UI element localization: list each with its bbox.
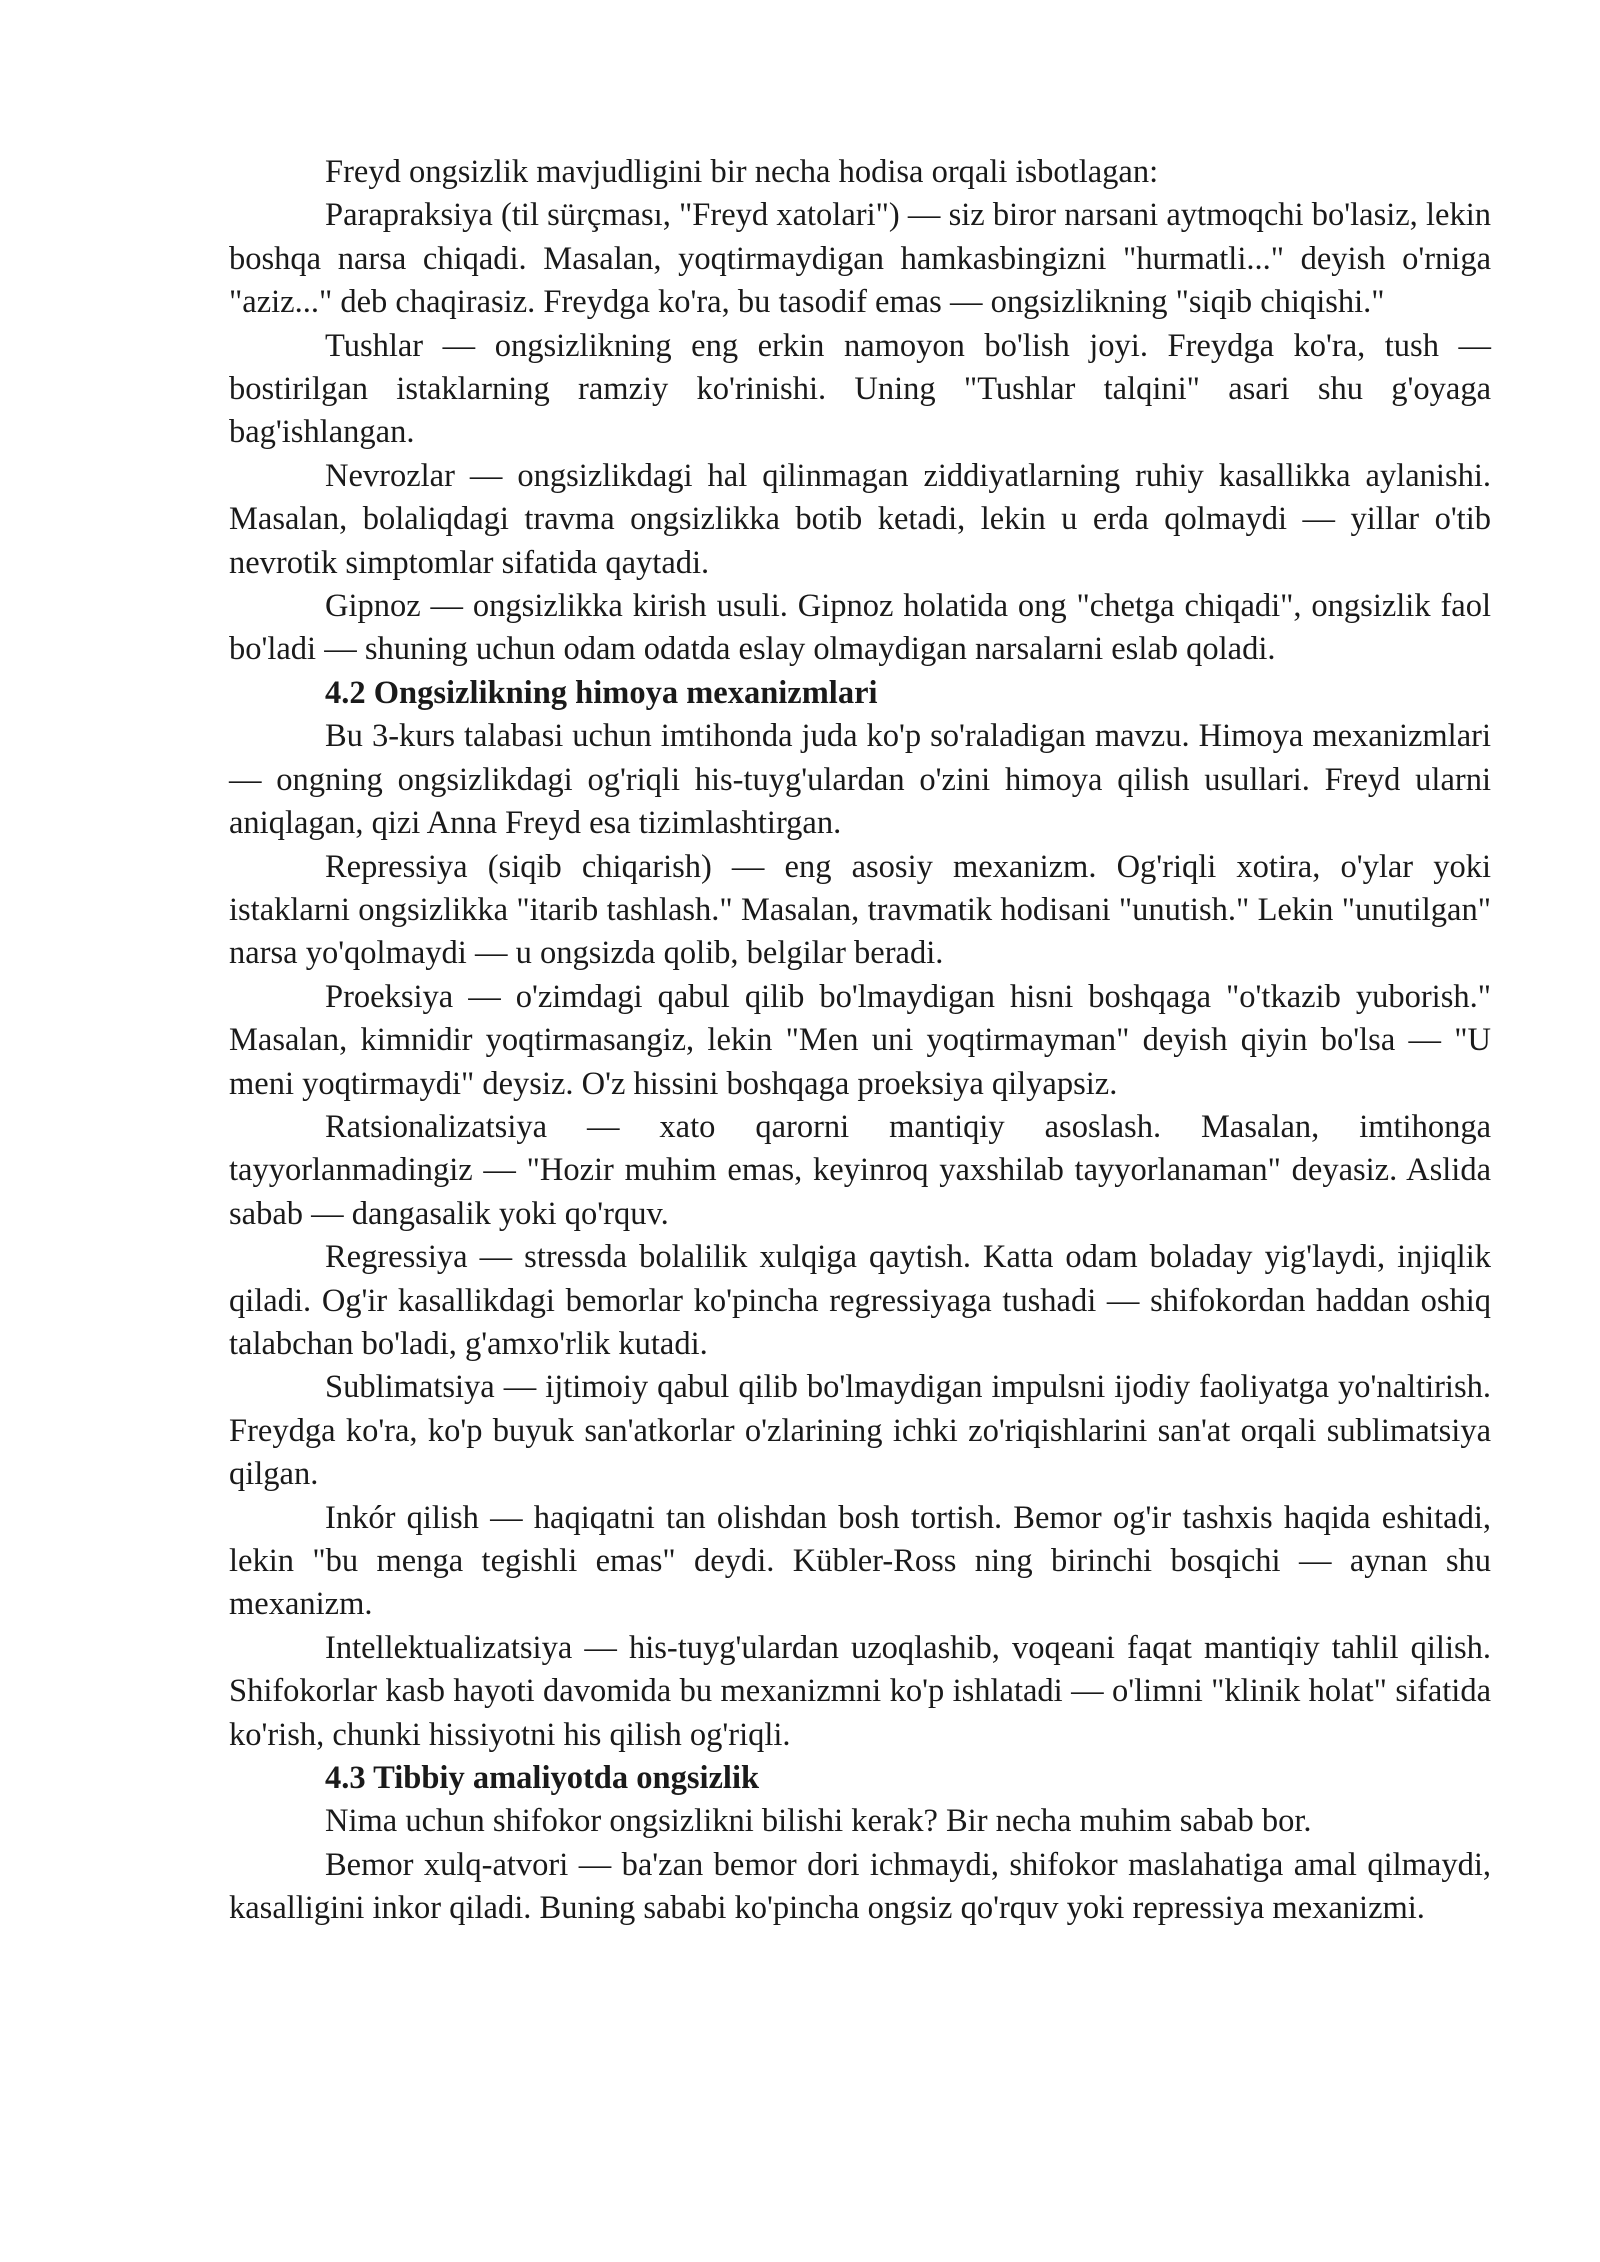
- section-heading-4-3: 4.3 Tibbiy amaliyotda ongsizlik: [325, 1760, 760, 1797]
- paragraph-shifokor-sabab: Nima uchun shifokor ongsizlikni bilishi kerak? Bir necha muhim sabab bor.: [325, 1803, 1312, 1840]
- section-heading-4-2: 4.2 Ongsizlikning himoya mexanizmlari: [325, 674, 878, 711]
- paragraph-inkor-qilish: Inkór qilish — haqiqatni tan olishdan bosh tortish. Bemor og'ir tashxis haqida eshitadi, lekin "bu menga tegishli emas" deydi. Kübler-Ross ning birinchi bosqichi — aynan shu mexanizm.: [229, 1499, 1491, 1623]
- paragraph-proeksiya: Proeksiya — o'zimdagi qabul qilib bo'lmaydigan hisni boshqaga "o'tkazib yuborish." Masalan, kimnidir yoqtirmasangiz, lekin "Men uni yoqtirmayman" deyish qiyin bo'lsa — "U meni yoqtirmaydi" deysiz. O'z hissini boshqaga proeksiya qilyapsiz.: [229, 978, 1491, 1102]
- paragraph-tushlar: Tushlar — ongsizlikning eng erkin namoyon bo'lish joyi. Freydga ko'ra, tush — bostirilgan istaklarning ramziy ko'rinishi. Uning "Tushlar talqini" asari shu g'oyaga bag'ishlangan.: [229, 327, 1491, 451]
- paragraph-parapraksiya: Parapraksiya (til sürçması, "Freyd xatolari") — siz biror narsani aytmoqchi bo'lasiz, lekin boshqa narsa chiqadi. Masalan, yoqtirmaydigan hamkasbingizni "hurmatli..." deyish o'rniga "aziz..." deb chaqirasiz. Freydga ko'ra, bu tasodif emas — ongsizlikning "siqib chiqishi.": [229, 197, 1491, 321]
- paragraph-bemor-xulq: Bemor xulq-atvori — ba'zan bemor dori ichmaydi, shifokor maslahatiga amal qilmaydi, kasalligini inkor qiladi. Buning sababi ko'pincha ongsiz qo'rquv yoki repressiya mexanizmi.: [229, 1846, 1491, 1927]
- paragraph-freyd-proof: Freyd ongsizlik mavjudligini bir necha hodisa orqali isbotlagan:: [325, 154, 1159, 190]
- paragraph-repressiya: Repressiya (siqib chiqarish) — eng asosiy mexanizm. Og'riqli xotira, o'ylar yoki istaklarni ongsizlikka "itarib tashlash." Masalan, travmatik hodisani "unutish." Lekin "unutilgan" narsa yo'qolmaydi — u ongsizda qolib, belgilar beradi.: [229, 848, 1491, 972]
- paragraph-intellektualizatsiya: Intellektualizatsiya — his-tuyg'ulardan uzoqlashib, voqeani faqat mantiqiy tahlil qilish. Shifokorlar kasb hayoti davomida bu mexanizmni ko'p ishlatadi — o'limni "klinik holat" sifatida ko'rish, chunki hissiyotni his qilish og'riqli.: [229, 1629, 1491, 1753]
- paragraph-gipnoz: Gipnoz — ongsizlikka kirish usuli. Gipnoz holatida ong "chetga chiqadi", ongsizlik faol bo'ladi — shuning uchun odam odatda eslay olmaydigan narsalarni eslab qoladi.: [229, 588, 1491, 668]
- document-body: [229, 151, 1491, 1931]
- paragraph-ratsionalizatsiya: Ratsionalizatsiya — xato qarorni mantiqiy asoslash. Masalan, imtihonga tayyorlanmadingiz — "Hozir muhim emas, keyinroq yaxshilab tayyorlanaman" deyasiz. Aslida sabab — dangasalik yoki qo'rquv.: [229, 1108, 1491, 1232]
- paragraph-himoya-intro: Bu 3-kurs talabasi uchun imtihonda juda ko'p so'raladigan mavzu. Himoya mexanizmlari — ongning ongsizlikdagi og'riqli his-tuyg'ulardan o'zini himoya qilish usullari. Freyd ularni aniqlagan, qizi Anna Freyd esa tizimlashtirgan.: [229, 718, 1491, 842]
- paragraph-nevrozlar: Nevrozlar — ongsizlikdagi hal qilinmagan ziddiyatlarning ruhiy kasallikka aylanishi. Masalan, bolaliqdagi travma ongsizlikka botib ketadi, lekin u erda qolmaydi — yillar o'tib nevrotik simptomlar sifatida qaytadi.: [229, 457, 1491, 581]
- paragraph-sublimatsiya: Sublimatsiya — ijtimoiy qabul qilib bo'lmaydigan impulsni ijodiy faoliyatga yo'naltirish. Freydga ko'ra, ko'p buyuk san'atkorlar o'zlarining ichki zo'riqishlarini san'at orqali sublimatsiya qilgan.: [229, 1369, 1491, 1493]
- paragraph-regressiya: Regressiya — stressda bolalilik xulqiga qaytish. Katta odam boladay yig'laydi, injiqlik qiladi. Og'ir kasallikdagi bemorlar ko'pincha regressiyaga tushadi — shifokordan haddan oshiq talabchan bo'ladi, g'amxo'rlik kutadi.: [229, 1239, 1491, 1362]
